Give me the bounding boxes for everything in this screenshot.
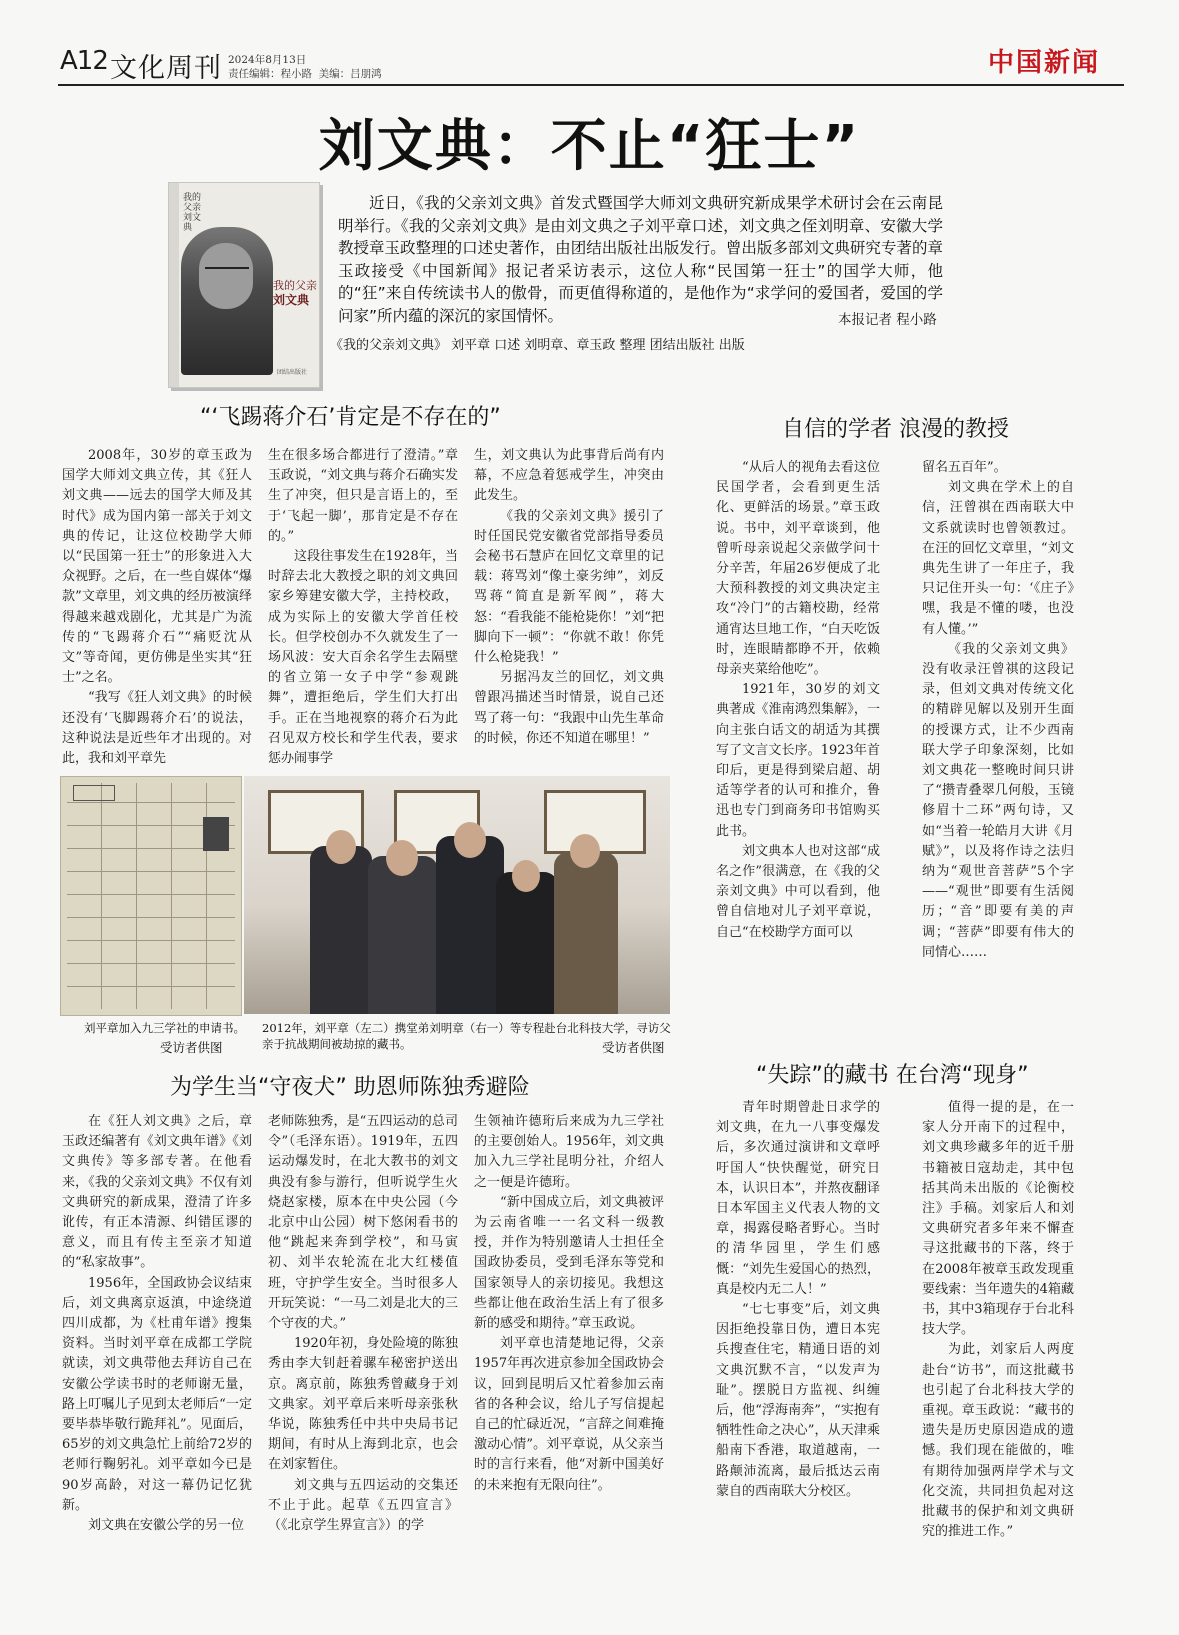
paragraph: 刘文典本人也对这部“成名之作”很满意，在《我的父亲刘文典》中可以看到，他曾自信地对儿子刘平章说，自己“在校勘学方面可以 [716,843,880,940]
paragraph: 《我的父亲刘文典》援引了时任国民党安徽省党部指导委员会秘书石慧庐在回忆文章里的记载：蒋骂刘“像土豪劣绅”，刘反骂蒋“简直是新军阀”，蒋大怒：“看我能不能枪毙你！”刘“把脚向下一顿”：“你就不敢！你凭什么枪毙我！” [474,508,664,666]
paragraph: 《我的父亲刘文典》没有收录汪曾祺的这段记录，但刘文典对传统文化的精辟见解以及别开生面的授课方式，让不少西南联大学子印象深刻，比如刘文典花一整晚时间只讲了“攒青叠翠几何般，玉镜修眉十二环”两句诗，又如“当着一轮皓月大讲《月赋》”，以及将作诗之法归纳为“观世音菩萨”5个字——“观世”即要有生活阅历；“音”即要有美的声调；“菩萨”即要有伟大的同情心…… [922,641,1074,960]
person-head [570,834,600,868]
person [436,836,504,1014]
issue-date: 2024年8月13日 [228,54,307,66]
paragraph: “我写《狂人刘文典》的时候还没有‘飞脚踢蒋介石’的说法，这种说法是近些年才出现的。对此，我和刘平章先 [62,690,252,767]
paragraph: 2008年，30岁的章玉政为国学大师刘文典立传，其《狂人刘文典——远去的国学大师及其时代》成为国内第一部关于刘文典的传记，让这位校勘学大师以“民国第一狂士”的形象进入大众视野。之后，在一些自媒体“爆款”文章里，刘文典的经历被演绎得越来越戏剧化，尤其是广为流传的“飞踢蒋介石”“痛贬沈从文”等奇闻，更仿佛是坐实其“狂士”之名。 [62,448,252,686]
book-publisher: 团结出版社 [277,369,308,376]
header-divider [58,84,1124,86]
person-head [326,830,356,864]
paragraph: 留名五百年”。 [922,460,1007,475]
photo1-caption: 刘平章加入九三学社的申请书。 [84,1021,245,1035]
person-head [386,840,418,876]
person-head [454,822,486,858]
book-caption: 《我的父亲刘文典》 刘平章 口述 刘明章、章玉政 整理 团结出版社 出版 [330,338,745,353]
paragraph: 生领袖许德珩后来成为九三学社的主要创始人。1956年，刘文典加入九三学社昆明分社，介绍人之一便是许德珩。 [474,1114,664,1190]
paragraph: 值得一提的是，在一家人分开南下的过程中，刘文典珍藏多年的近千册书籍被日寇劫走，其中包括其尚未出版的《论衡校注》手稿。刘家后人和刘文典研究者多年来不懈查寻这批藏书的下落，终于在2008年被章玉政发现重要线索：当年遗失的4箱藏书，其中3箱现存于台北科技大学。 [922,1100,1074,1338]
portrait-glasses [205,267,249,279]
section2-column-1 [716,458,880,943]
page-number: A12 [60,46,108,76]
application-form-photo [60,776,242,1016]
paragraph: 刘文典在安徽公学的另一位 [88,1518,245,1534]
paragraph: 生，刘文典认为此事背后尚有内幕，不应急着惩戒学生，冲突由此发生。 [474,448,664,504]
book-title-vertical: 我的父亲刘文典 [183,193,202,233]
book-spine [169,183,179,387]
paragraph: 生在很多场合都进行了澄清。”章玉政说，“刘文典与蒋介石确实发生了冲突，但只是言语上的，至于‘飞起一脚’，那肯定是不存在的。” [268,448,458,544]
paragraph: 为此，刘家后人两度赴台“访书”，而这批藏书也引起了台北科技大学的重视。章玉政说：“藏书的遗失是历史原因造成的遗憾。我们现在能做的，唯有期待加强两岸学术与文化交流，共同担负起对这批藏书的保护和刘文典研究的推进工作。” [922,1342,1074,1540]
paragraph: 青年时期曾赴日求学的刘文典，在九一八事变爆发后，多次通过演讲和文章呼吁国人“快快醒觉，研究日本，认识日本”，并熬夜翻译日本军国主义代表人物的文章，揭露侵略者野心。当时的清华园里，学生们感慨：“刘先生爱国心的热烈，真是校内无二人！” [716,1100,880,1297]
paragraph: 这段往事发生在1928年，当时辞去北大教授之职的刘文典回家乡筹建安徽大学，主持校政，成为实际上的安徽大学首任校长。但学校创办不久就发生了一场风波：安大百余名学生去隔壁的省立第一女子中学“参观跳舞”，遭拒绝后，学生们大打出手。正在当地视察的蒋介石为此召见双方校长和学生代表，要求惩办闹事学 [268,549,458,767]
section2-column-2 [922,458,1074,963]
section2-title: 自信的学者 浪漫的教授 [782,417,1009,442]
paragraph: 刘文典与五四运动的交集还不止于此。起草《五四宣言》（《北京学生界宣言》）的学 [268,1477,458,1534]
photo2-caption: 2012年，刘平章（左二）携堂弟刘明章（右一）等专程赴台北科技大学，寻访父亲于抗战期间被劫掠的藏书。 [262,1021,671,1051]
page-title: 刘文典：不止“狂士” [318,114,861,179]
section3-column-3 [474,1112,664,1496]
photo2-credit: 受访者供图 [602,1040,665,1055]
group-photo [244,776,670,1014]
paragraph: 刘平章也清楚地记得，父亲1957年再次进京参加全国政协会议，回到昆明后又忙着参加云南省的各种会议，给儿子写信提起自己的忙碌近况，“言辞之间难掩激动心情”。刘平章说，从父亲当时的言行来看，他“对新中国美好的未来抱有无限向往”。 [474,1336,664,1493]
paragraph: “从后人的视角去看这位民国学者，会看到更生活化、更鲜活的场景。”章玉政说。书中，刘平章谈到，他曾听母亲说起父亲做学问十分辛苦，年届26岁便成了北大预科教授的刘文典决定主攻“冷门”的古籍校勘，经常通宵达旦地工作，“白天吃饭时，连眼睛都睁不开，依赖母亲夹菜给他吃”。 [716,460,880,678]
paragraph: 1920年初，身处险境的陈独秀由李大钊赶着骡车秘密护送出京。离京前，陈独秀曾藏身于刘文典家。刘平章后来听母亲张秋华说，陈独秀任中共中央局书记期间，有时从上海到北京，也会在刘家暂住。 [268,1336,458,1473]
person [368,856,438,1014]
paragraph: 另据冯友兰的回忆，刘文典曾跟冯描述当时情景，说自己还骂了蒋一句：“我跟中山先生革命的时候，你还不知道在哪里！” [474,670,664,746]
section1-column-2 [268,446,458,769]
photo1-credit: 受访者供图 [160,1040,223,1055]
paragraph: 刘文典在学术上的自信，汪曾祺在西南联大中文系就读时也曾领教过。在汪的回忆文章里，“刘文典先生讲了一年庄子，我只记住开头一句：‘《庄子》嘿，我是不懂的喽，也没有人懂。’” [922,480,1074,637]
byline: 本报记者 程小路 [838,312,937,328]
book-title-small: 我的父亲 [273,279,317,292]
newspaper-logo: 中国新闻 [988,48,1101,78]
paragraph: 在《狂人刘文典》之后，章玉政还编著有《刘文典年谱》《刘文典传》等多部专著。在他看来，《我的父亲刘文典》不仅有刘文典研究的新成果，澄清了许多讹传，有正本清源、纠错匡谬的意义，而且有传主至亲才知道的“私家故事”。 [62,1114,252,1271]
paragraph: “七七事变”后，刘文典因拒绝投靠日伪，遭日本宪兵搜查住宅，精通日语的刘文典沉默不言，“以发声为耻”。摆脱日方监视、纠缠后，他“浮海南奔”，“实抱有牺牲性命之决心”，从天津乘船南下香港，取道越南，一路颠沛流离，最后抵达云南蒙自的西南联大分校区。 [716,1302,880,1499]
section1-column-1 [62,446,252,769]
id-photo [203,817,229,851]
person [496,872,558,1014]
paragraph: 老师陈独秀，是“五四运动的总司令”（毛泽东语）。1919年，五四运动爆发时，在北大教书的刘文典没有参与游行，但听说学生火烧赵家楼，原本在中央公园（今北京中山公园）树下悠闲看书的他“跳起来奔到学校”，和马寅初、刘半农轮流在北大红楼值班，守护学生安全。当时很多人开玩笑说：“一马二刘是北大的三个守夜的犬。” [268,1114,458,1332]
person-head [512,860,540,892]
section4-title: “失踪”的藏书 在台湾“现身” [756,1063,1029,1088]
section1-title: “‘飞踢蒋介石’肯定是不存在的” [200,405,501,430]
article-intro: 近日，《我的父亲刘文典》首发式暨国学大师刘文典研究新成果学术研讨会在云南昆明举行。《我的父亲刘文典》是由刘文典之子刘平章口述，刘文典之侄刘明章、安徽大学教授章玉政整理的口述史著作，由团结出版社出版发行。曾出版多部刘文典研究专著的章玉政接受《中国新闻》报记者采访表示，这位人称“民国第一狂士”的国学大师，他的“狂”来自传统读书人的傲骨，而更值得称道的，是他作为“求学问的爱国者，爱国的学问家”所内蕴的深沉的家国情怀。 [338,194,943,325]
book-cover-image [168,182,320,388]
paragraph: 1956年，全国政协会议结束后，刘文典离京返滇，中途绕道四川成都，为《杜甫年谱》搜集资料。当时刘平章在成都工学院就读，刘文典带他去拜访自己在安徽公学读书时的老师谢无量，路上叮嘱儿子见到太老师后“一定要毕恭毕敬行跪拜礼”。见面后，65岁的刘文典急忙上前给72岁的老师行鞠躬礼。刘平章如今已是90岁高龄，对这一幕仍记忆犹新。 [62,1275,252,1513]
paragraph: 1921年，30岁的刘文典著成《淮南鸿烈集解》，一向主张白话文的胡适为其撰写了文言文长序。1923年首印后，更是得到梁启超、胡适等学者的认可和推介，鲁迅也专门到商务印书馆购买此书。 [716,682,880,839]
person [554,852,618,1014]
section3-column-2 [268,1112,458,1536]
section4-column-1 [716,1098,880,1502]
person [310,846,372,1014]
section4-column-2 [922,1098,1074,1542]
paragraph: “新中国成立后，刘文典被评为云南省唯一一名文科一级教授，并作为特别邀请人士担任全国政协委员，受到毛泽东等党和国家领导人的亲切接见。我想这些都让他在政治生活上有了很多新的感受和期待。”章玉政说。 [474,1194,664,1332]
section1-column-3 [474,446,664,749]
book-title-big: 刘文典 [273,293,310,307]
section3-column-1 [62,1112,252,1536]
book-title [273,279,317,308]
form-stamp [73,785,115,801]
section-name: 文化周刊 [110,53,222,84]
editors-line: 责任编辑：程小路 美编：吕朋鸿 [228,68,382,80]
section3-title: 为学生当“守夜犬” 助恩师陈独秀避险 [170,1075,530,1100]
